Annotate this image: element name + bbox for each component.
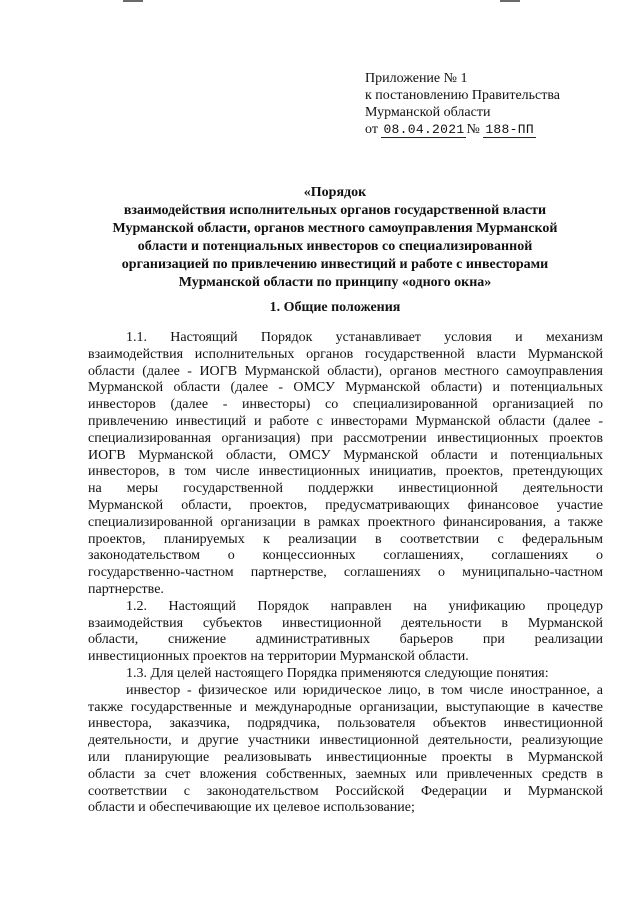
text-line: 1.1. Настоящий Порядок устанавливает условия и механизм [126,330,603,345]
appendix-line: к постановлению Правительства [365,88,561,103]
title-line: организацией по привлечению инвестиций и работе с инвесторами [121,257,549,272]
date-prefix: от [365,122,382,137]
paragraph-1-3 [88,666,603,683]
appendix-line: Приложение № 1 [365,71,468,86]
text-line: Мурманской области, проектов, предусматривающих финансовое участие [88,497,603,513]
text-line: на меры государственной поддержки инвестиционной деятельности [88,481,603,497]
text-line: инвестор - физическое или юридическое лицо, в том числе иностранное, а [126,682,603,698]
text-line: специализированной организации в рамках проектного финансирования, а также [88,514,603,530]
text-line: партнерстве. [88,581,164,597]
section-heading: 1. Общие положения [269,300,401,315]
resolution-number: 188-ПП [485,122,534,137]
scan-edge-mark [123,0,143,2]
text-line: области и обеспечивающие их целевое использование; [88,800,415,816]
paragraph-1-2 [88,599,603,666]
appendix-block [365,70,605,138]
text-line: инвесторов, в том числе инвестиционных инициатив, проектов, претендующих [88,464,603,480]
text-line: государственно-частном партнерстве, соглашениях о муниципально-частном [88,565,603,581]
number-prefix: № [466,122,484,137]
text-line: специализированная организация) при рассмотрении инвестиционных проектов [88,430,603,446]
text-line: взаимодействия исполнительных органов государственной власти Мурманской [88,346,603,362]
title-line: Мурманской области по принципу «одного окна» [178,275,492,290]
title-line: взаимодействия исполнительных органов государственной власти [123,203,547,218]
text-line: деятельности, и другие участники инвестиционной деятельности, реализующие [88,733,603,749]
document-body [88,330,603,817]
paragraph-1-1 [88,330,603,599]
text-line: также государственные и международные организации, выступающие в качестве [88,699,603,715]
appendix-date-line [365,121,605,138]
scan-edge-mark [500,0,520,2]
text-line: инвестора, заказчика, подрядчика, пользователя объектов инвестиционной [88,716,603,732]
text-line: законодательством о концессионных соглашениях, соглашениях о [88,548,603,564]
text-line: 1.2. Настоящий Порядок направлен на унификацию процедур [126,598,603,614]
text-line: области за счет вложения собственных, заемных или привлеченных средств в [88,766,603,782]
text-line: ИОГВ Мурманской области, ОМСУ Мурманской области и потенциальных [88,447,603,463]
title-line: области и потенциальных инвесторов со специализированной [137,239,533,254]
title-line: «Порядок [303,185,367,200]
text-line: соответствии с законодательством Российской Федерации и Мурманской [88,783,603,799]
appendix-line: Мурманской области [365,105,491,120]
text-line: 1.3. Для целей настоящего Порядка применяются следующие понятия: [126,665,549,681]
text-line: привлечению инвестиций и работе с инвесторами Мурманской области (далее - [88,413,603,429]
text-line: Мурманской области (далее - ОМСУ Мурманской области) и потенциальных [88,380,603,396]
text-line: области, снижение административных барьеров при реализации [88,632,603,648]
text-line: взаимодействия субъектов инвестиционной деятельности в Мурманской [88,615,603,631]
paragraph-definition-investor [88,683,603,817]
document-title [75,184,595,292]
text-line: инвесторов (далее - инвесторы) со специализированной организацией по [88,397,603,413]
text-line: области (далее - ИОГВ Мурманской области), органов местного самоуправления [88,363,603,379]
text-line: проектов, планируемых к реализации в соответствии с федеральным [88,531,603,547]
text-line: инвестиционных проектов на территории Мурманской области. [88,649,469,665]
resolution-date: 08.04.2021 [383,122,465,137]
title-line: Мурманской области, органов местного самоуправления Мурманской [112,221,558,236]
text-line: или планирующие реализовывать инвестиционные проекты в Мурманской [88,749,603,765]
